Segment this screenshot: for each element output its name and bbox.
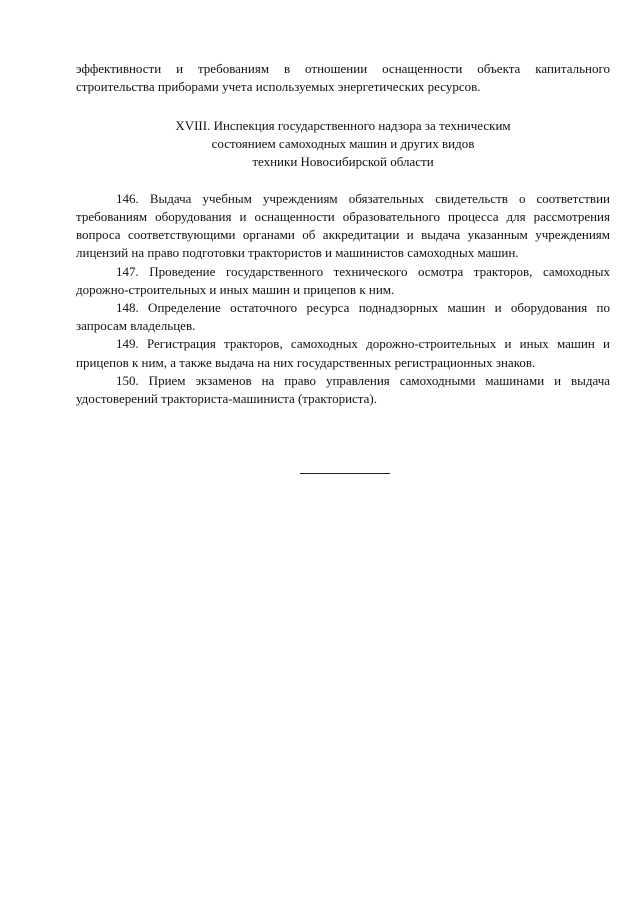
document-page — [76, 60, 610, 408]
list-item-148: 148. Определение остаточного ресурса поднадзорных машин и оборудования по запросам владельцев. — [76, 300, 610, 334]
list-item-150: 150. Прием экзаменов на право управления самоходными машинами и выдача удостоверений тракториста-машиниста (тракториста). — [76, 372, 610, 407]
intro-paragraph: эффективности и требованиям в отношении оснащенности объекта капитального строительства приборами учета используемых энергетических ресурсов. — [76, 61, 610, 95]
list-item-149: 149. Регистрация тракторов, самоходных дорожно-строительных и иных машин и прицепов к ним, а также выдача на них государственных регистрационных знаков. — [76, 336, 610, 370]
list-item-146: 146. Выдача учебным учреждениям обязательных свидетельств о соответствии требованиям оборудования и оснащенности образовательного процесса для рассмотрения вопроса соответствующими органами об аккредитации и выдача указанным учреждениям лицензий на право подготовки трактористов и машинистов самоходных машин. — [76, 190, 610, 261]
section-heading-line1: XVIII. Инспекция государственного надзора за техническим — [175, 118, 511, 134]
section-heading-line3: техники Новосибирской области — [252, 154, 434, 169]
list-item-147: 147. Проведение государственного технического осмотра тракторов, самоходных дорожно-строительных и иных машин и прицепов к ним. — [76, 263, 610, 297]
end-divider-line — [300, 473, 390, 474]
section-heading-line2: состоянием самоходных машин и других видов — [211, 136, 475, 152]
section-heading — [76, 96, 610, 189]
